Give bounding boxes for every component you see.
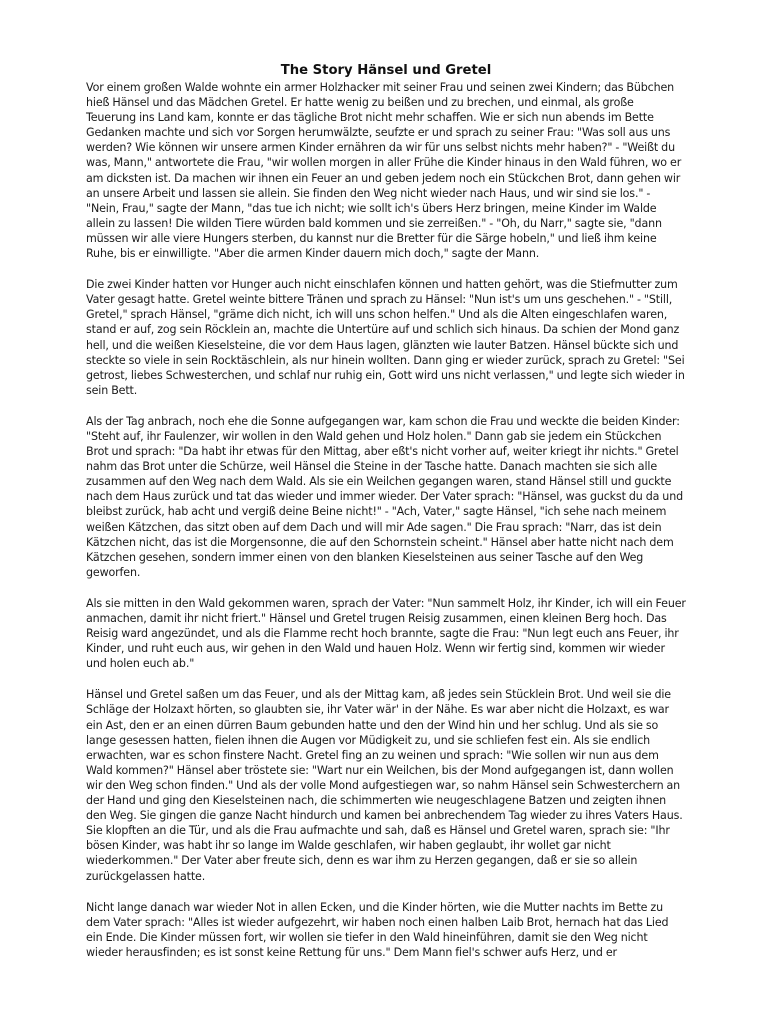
- paragraph-3: Als der Tag anbrach, noch ehe die Sonne aufgegangen war, kam schon die Frau und weckte die beiden Kinder: "Steht auf, ihr Faulenzer, wir wollen in den Wald gehen und Holz holen." Dann gab sie jedem ein Stückchen Brot und sprach: "Da habt ihr etwas für den Mittag, aber eßt's nicht vorher auf, weiter kriegt ihr nichts." Gretel nahm das Brot unter die Schürze, weil Hänsel die Steine in der Tasche hatte. Danach machten sie sich alle zusammen auf den Weg nach dem Wald. Als sie ein Weilchen gegangen waren, stand Hänsel still und guckte nach dem Haus zurück und tat das wieder und immer wieder. Der Vater sprach: "Hänsel, was guckst du da und bleibst zurück, hab acht und vergiß deine Beine nicht!" - "Ach, Vater," sagte Hänsel, "ich sehe nach meinem weißen Kätzchen, das sitzt oben auf dem Dach und will mir Ade sagen." Die Frau sprach: "Narr, das ist dein Kätzchen nicht, das ist die Morgensonne, die auf den Schornstein scheint." Hänsel aber hatte nicht nach dem Kätzchen gesehen, sondern immer einen von den blanken Kieselsteinen aus seiner Tasche auf den Weg geworfen.: [86, 414, 683, 579]
- paragraph-5: Hänsel und Gretel saßen um das Feuer, und als der Mittag kam, aß jedes sein Stücklein Brot. Und weil sie die Schläge der Holzaxt hörten, so glaubten sie, ihr Vater wär' in der Nähe. Es war aber nicht die Holzaxt, es war ein Ast, den er an einen dürren Baum gebunden hatte und den der Wind hin und her schlug. Und als sie so lange gesessen hatten, fielen ihnen die Augen vor Müdigkeit zu, und sie schliefen fest ein. Als sie endlich erwachten, war es schon finstere Nacht. Gretel fing an zu weinen und sprach: "Wie sollen wir nun aus dem Wald kommen?" Hänsel aber tröstete sie: "Wart nur ein Weilchen, bis der Mond aufgegangen ist, dann wollen wir den Weg schon finden." Und als der volle Mond aufgestiegen war, so nahm Hänsel sein Schwesterchern an der Hand und ging den Kieselsteinen nach, die schimmerten wie neugeschlagene Batzen und zeigten ihnen den Weg. Sie gingen die ganze Nacht hindurch und kamen bei anbrechendem Tag wieder zu ihres Vaters Haus. Sie klopften an die Tür, und als die Frau aufmachte und sah, daß es Hänsel und Gretel waren, sprach sie: "Ihr bösen Kinder, was habt ihr so lange im Walde geschlafen, wir haben geglaubt, ihr wollet gar nicht wiederkommen." Der Vater aber freute sich, denn es war ihm zu Herzen gegangen, daß er sie so allein zurückgelassen hatte.: [86, 688, 683, 883]
- paragraph-2: Die zwei Kinder hatten vor Hunger auch nicht einschlafen können und hatten gehört, was die Stiefmutter zum Vater gesagt hatte. Gretel weinte bittere Tränen und sprach zu Hänsel: "Nun ist's um uns geschehen." - "Still, Gretel," sprach Hänsel, "gräme dich nicht, ich will uns schon helfen." Und als die Alten eingeschlafen waren, stand er auf, zog sein Röcklein an, machte die Untertüre auf und schlich sich hinaus. Da schien der Mond ganz hell, und die weißen Kieselsteine, die vor dem Haus lagen, glänzten wie lauter Batzen. Hänsel bückte sich und steckte so viele in sein Rocktäschlein, als nur hinein wollten. Dann ging er wieder zurück, sprach zu Gretel: "Sei getrost, liebes Schwesterchen, und schlaf nur ruhig ein, Gott wird uns nicht verlassen," und legte sich wieder in sein Bett.: [86, 278, 685, 397]
- paragraph-1: Vor einem großen Walde wohnte ein armer Holzhacker mit seiner Frau und seinen zwei Kindern; das Bübchen hieß Hänsel und das Mädchen Gretel. Er hatte wenig zu beißen und zu brechen, und einmal, als große Teuerung ins Land kam, konnte er das tägliche Brot nicht mehr schaffen. Wie er sich nun abends im Bette Gedanken machte und sich vor Sorgen herumwälzte, seufzte er und sprach zu seiner Frau: "Was soll aus uns werden? Wie können wir unsere armen Kinder ernähren da wir für uns selbst nichts mehr haben?" - "Weißt du was, Mann," antwortete die Frau, "wir wollen morgen in aller Frühe die Kinder hinaus in den Wald führen, wo er am dicksten ist. Da machen wir ihnen ein Feuer an und geben jedem noch ein Stückchen Brot, dann gehen wir an unsere Arbeit und lassen sie allein. Sie finden den Weg nicht wieder nach Haus, und wir sind sie los." - "Nein, Frau," sagte der Mann, "das tue ich nicht; wie sollt ich's übers Herz bringen, meine Kinder im Walde allein zu lassen! Die wilden Tiere würden bald kommen und sie zerreißen." - "Oh, du Narr," sagte sie, "dann müssen wir alle viere Hungers sterben, du kannst nur die Bretter für die Särge hobeln," und ließ ihm keine Ruhe, bis er einwilligte. "Aber die armen Kinder dauern mich doch," sagte der Mann.: [86, 81, 682, 261]
- document-title: The Story Hänsel und Gretel: [280, 63, 492, 78]
- paragraph-4: Als sie mitten in den Wald gekommen waren, sprach der Vater: "Nun sammelt Holz, ihr Kinder, ich will ein Feuer anmachen, damit ihr nicht friert." Hänsel und Gretel trugen Reisig zusammen, einen kleinen Berg hoch. Das Reisig ward angezündet, und als die Flamme recht hoch brannte, sagte die Frau: "Nun legt euch ans Feuer, ihr Kinder, und ruht euch aus, wir gehen in den Wald und hauen Holz. Wenn wir fertig sind, kommen wir wieder und holen euch ab.": [86, 596, 686, 671]
- document-page: [86, 62, 686, 976]
- paragraph-6: Nicht lange danach war wieder Not in allen Ecken, und die Kinder hörten, wie die Mutter nachts im Bette zu dem Vater sprach: "Alles ist wieder aufgezehrt, wir haben noch einen halben Laib Brot, hernach hat das Lied ein Ende. Die Kinder müssen fort, wir wollen sie tiefer in den Wald hineinführen, damit sie den Weg nicht wieder herausfinden; es ist sonst keine Rettung für uns." Dem Mann fiel's schwer aufs Herz, und er: [86, 900, 669, 959]
